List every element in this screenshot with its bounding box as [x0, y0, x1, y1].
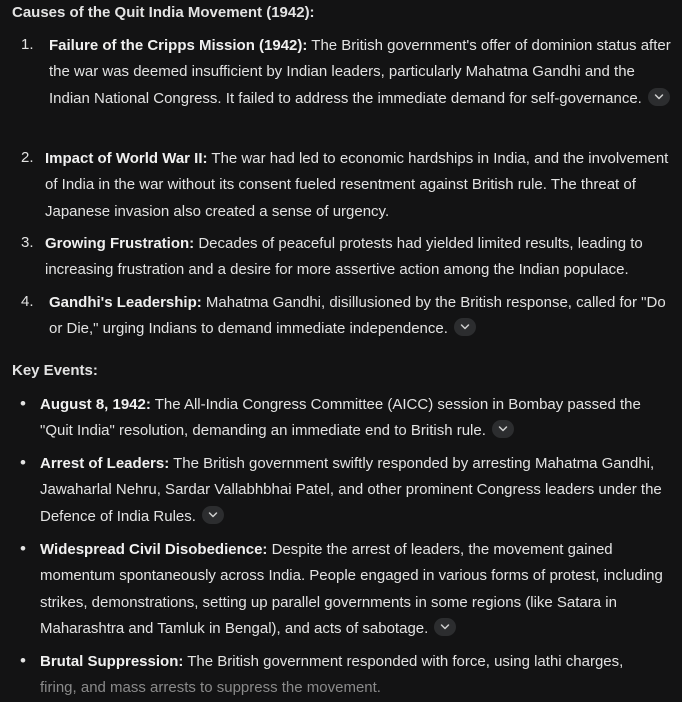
list-item-text: Decades of peaceful protests had yielded limited results, leading to increasing frustration and a desire for more assertive action among the Indian populace. [45, 235, 643, 279]
list-item-body [40, 537, 676, 643]
events-heading: Key Events: [12, 362, 98, 379]
source-chip[interactable] [202, 506, 224, 524]
list-item-lead: Brutal Suppression: [40, 653, 184, 670]
list-item-text: The All-India Congress Committee (AICC) session in Bombay passed the "Quit India" resolution, demanding an immediate end to British rule. [40, 396, 641, 440]
source-chip[interactable] [454, 318, 476, 336]
list-item-text: The British government's offer of dominion status after the war was deemed insufficient by Indian leaders, particularly Mahatma Gandhi and the Indian National Congress. It failed to address the immediate demand for self-governance. [49, 37, 671, 107]
list-bullet: • [20, 453, 26, 472]
list-item-text: The war had led to economic hardships in India, and the involvement of India in the war without its consent fueled resentment against British rule. The threat of Japanese invasion also created a sense of urgency. [45, 150, 669, 220]
causes-heading: Causes of the Quit India Movement (1942): [12, 4, 315, 21]
source-chip[interactable] [648, 88, 670, 106]
list-item-lead: August 8, 1942: [40, 396, 151, 413]
list-item-lead: Growing Frustration: [45, 235, 195, 252]
list-number: 1. [21, 36, 34, 53]
chevron-down-icon [440, 623, 450, 631]
list-item-lead: Arrest of Leaders: [40, 455, 170, 472]
list-bullet: • [20, 394, 26, 413]
list-item-body [40, 451, 676, 530]
source-chip[interactable] [492, 420, 514, 438]
list-item-lead: Impact of World War II: [45, 150, 208, 167]
source-chip[interactable] [434, 618, 456, 636]
list-item-text: Despite the arrest of leaders, the movement gained momentum spontaneously across India. People engaged in various forms of protest, including strikes, demonstrations, setting up parallel governments in some regions (like Satara in Maharashtra and Tamluk in Bengal), and acts of sabotage. [40, 541, 663, 638]
list-item-body [45, 146, 675, 225]
list-number: 3. [21, 234, 34, 251]
list-bullet: • [20, 539, 26, 558]
list-item-body [40, 392, 676, 445]
list-item-lead: Failure of the Cripps Mission (1942): [49, 37, 308, 54]
list-item-text-faded: firing, and mass arrests to suppress the movement. [40, 679, 381, 697]
list-item-body [40, 649, 676, 702]
list-item-lead: Widespread Civil Disobedience: [40, 541, 268, 558]
chevron-down-icon [208, 511, 218, 519]
list-item-text: Mahatma Gandhi, disillusioned by the British response, called for "Do or Die," urging Indians to demand immediate independence. [49, 294, 666, 338]
list-item-text: The British government swiftly responded by arresting Mahatma Gandhi, Jawaharlal Nehru, Sardar Vallabhbhai Patel, and other prominent Congress leaders under the Defence of India Rules. [40, 455, 662, 525]
list-number: 4. [21, 293, 34, 310]
list-number: 2. [21, 149, 34, 166]
list-item-body [45, 231, 675, 284]
chevron-down-icon [654, 93, 664, 101]
list-item-body [49, 33, 679, 112]
list-item-lead: Gandhi's Leadership: [49, 294, 202, 311]
list-item-body [49, 290, 679, 343]
list-bullet: • [20, 651, 26, 670]
chevron-down-icon [460, 323, 470, 331]
list-item-text: The British government responded with force, using lathi charges, [183, 653, 624, 670]
chevron-down-icon [498, 425, 508, 433]
